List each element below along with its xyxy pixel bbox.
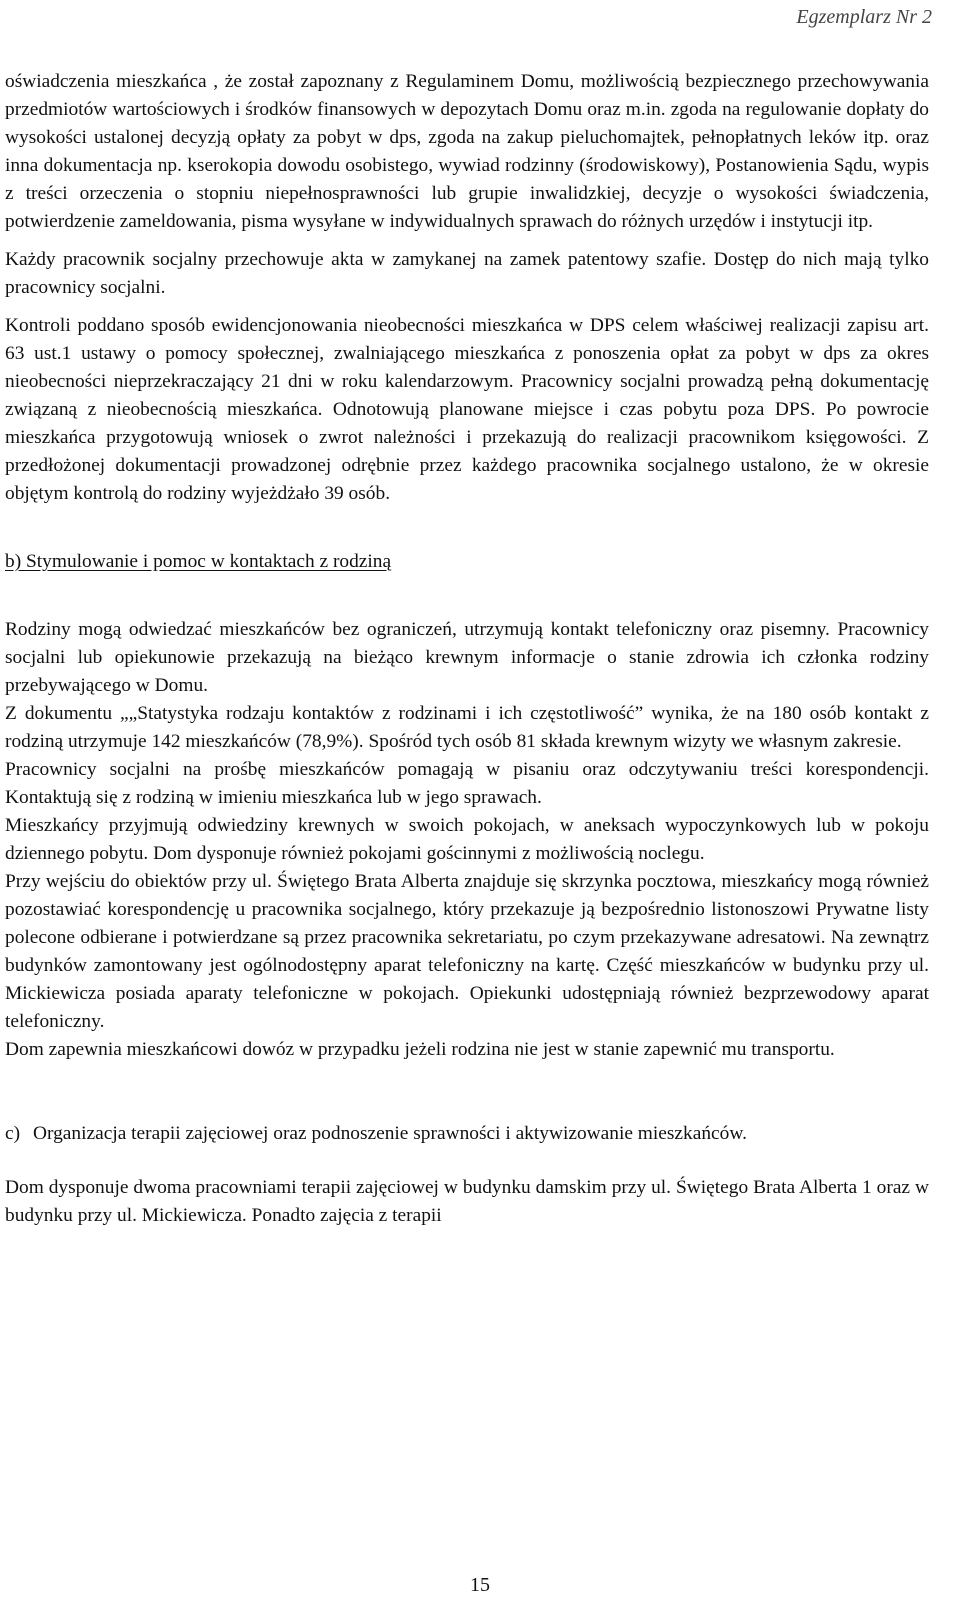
document-body	[5, 68, 929, 1230]
paragraph-absence-records: Kontroli poddano sposób ewidencjonowania nieobecności mieszkańca w DPS celem właściwej realizacji zapisu art. 63 ust.1 ustawy o pomocy społecznej, zwalniającego mieszkańca z ponoszenia opłat za pobyt w dps za okres nieobecności nieprzekraczający 21 dni w roku kalendarzowym. Pracownicy socjalni prowadzą pełną dokumentację związaną z nieobecnością mieszkańca. Odnotowują planowane miejsce i czas pobytu poza DPS. Po powrocie mieszkańca przygotowują wniosek o zwrot należności i przekazują do realizacji pracownikom księgowości. Z przedłożonej dokumentacji prowadzonej odrębnie przez każdego pracownika socjalnego ustalono, że w okresie objętym kontrolą do rodziny wyjeżdżało 39 osób.	[5, 315, 929, 504]
section-heading-c-text: Organizacja terapii zajęciowej oraz podnoszenie sprawności i aktywizowanie mieszkańców.	[33, 1123, 747, 1144]
section-heading-c	[5, 1120, 929, 1148]
paragraph-contact-statistics: Z dokumentu „„Statystyka rodzaju kontaktów z rodzinami i ich częstotliwość” wynika, że na 180 osób kontakt z rodziną utrzymuje 142 mieszkańców (78,9%). Spośród tych osób 81 składa krewnym wizyty we własnym zakresie.	[5, 703, 929, 752]
paragraph-mail-and-phone: Przy wejściu do obiektów przy ul. Świętego Brata Alberta znajduje się skrzynka pocztowa, mieszkańcy mogą również pozostawiać korespondencję u pracownika socjalnego, który przekazuje ją bezpośrednio listonoszowi Prywatne listy polecone odbierane i potwierdzane są przez pracownika sekretariatu, po czym przekazywane adresatowi. Na zewnątrz budynków zamontowany jest ogólnodostępny aparat telefoniczny na kartę. Część mieszkańców w budynku przy ul. Mickiewicza posiada aparaty telefoniczne w pokojach. Opiekunki udostępniają również bezprzewodowy aparat telefoniczny.	[5, 871, 929, 1032]
paragraph-file-storage: Każdy pracownik socjalny przechowuje akta w zamykanej na zamek patentowy szafie. Dostęp do nich mają tylko pracownicy socjalni.	[5, 249, 929, 298]
paragraph-transport: Dom zapewnia mieszkańcowi dowóz w przypadku jeżeli rodzina nie jest w stanie zapewnić mu transportu.	[5, 1039, 835, 1060]
paragraph-family-visits: Rodziny mogą odwiedzać mieszkańców bez ograniczeń, utrzymują kontakt telefoniczny oraz pisemny. Pracownicy socjalni lub opiekunowie przekazują na bieżąco krewnym informacje o stanie zdrowia ich członka rodziny przebywającego w Domu.	[5, 619, 929, 696]
paragraph-visit-locations: Mieszkańcy przyjmują odwiedziny krewnych w swoich pokojach, w aneksach wypoczynkowych lub w pokoju dziennego pobytu. Dom dysponuje również pokojami gościnnymi z możliwością noclegu.	[5, 815, 929, 864]
section-heading-b: b) Stymulowanie i pomoc w kontaktach z rodziną	[5, 551, 392, 572]
paragraph-correspondence-help: Pracownicy socjalni na prośbę mieszkańców pomagają w pisaniu oraz odczytywaniu treści korespondencji. Kontaktują się z rodziną w imieniu mieszkańca lub w jego sprawach.	[5, 759, 929, 808]
paragraph-documentation: oświadczenia mieszkańca , że został zapoznany z Regulaminem Domu, możliwością bezpiecznego przechowywania przedmiotów wartościowych i środków finansowych w depozytach Domu oraz m.in. zgoda na regulowanie dopłaty do wysokości ustalonej decyzją opłaty za pobyt w dps, zgoda na zakup pieluchomajtek, pełnopłatnych leków itp. oraz inna dokumentacja np. kserokopia dowodu osobistego, wywiad rodzinny (środowiskowy), Postanowienia Sądu, wypis z treści orzeczenia o stopniu niepełnosprawności lub grupie inwalidzkiej, decyzje o wysokości świadczenia, potwierdzenie zameldowania, pisma wysyłane w indywidualnych sprawach do różnych urzędów i instytucji itp.	[5, 71, 929, 232]
section-heading-c-label: c)	[5, 1123, 21, 1144]
page-number: 15	[470, 1574, 490, 1596]
paragraph-therapy-workshops: Dom dysponuje dwoma pracowniami terapii zajęciowej w budynku damskim przy ul. Świętego Brata Alberta 1 oraz w budynku przy ul. Mickiewicza. Ponadto zajęcia z terapii	[5, 1177, 929, 1226]
copy-number-header: Egzemplarz Nr 2	[796, 6, 932, 28]
